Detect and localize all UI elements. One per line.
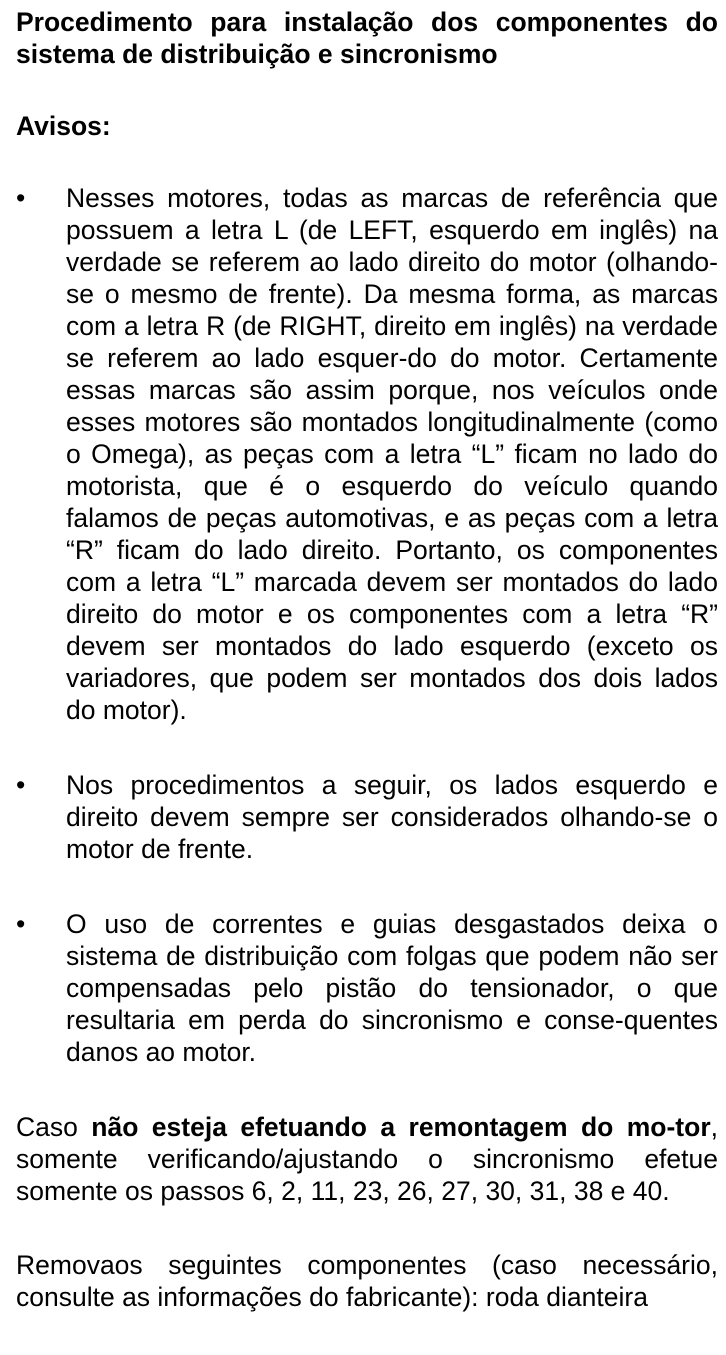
page-title: Procedimento para instalação dos componentes do sistema de distribuição e sincronismo [16, 7, 718, 69]
avisos-heading: Avisos: [16, 111, 111, 141]
warning-text: O uso de correntes e guias desgastados deixa o sistema de distribuição com folgas que podem não ser compensadas pelo pistão do tensionador, o que resultaria em perda do sincronismo e conse-quentes danos ao motor. [66, 909, 718, 1067]
warning-item-2 [16, 769, 718, 865]
bullet-icon: • [16, 183, 26, 213]
warning-item-1 [16, 182, 718, 726]
warning-text: Nesses motores, todas as marcas de referência que possuem a letra L (de LEFT, esquerdo em inglês) na verdade se referem ao lado direito do motor (olhando-se o mesmo de frente). Da mesma forma, as marcas com a letra R (de RIGHT, direito em inglês) na verdade se referem ao lado esquer-do do motor. Certamente essas marcas são assim porque, nos veículos onde esses motores são montados longitudinalmente (como o Omega), as peças com a letra “L” ficam no lado do motorista, que é o esquerdo do veículo quando falamos de peças automotivas, e as peças com a letra “R” ficam do lado direito. Portanto, os componentes com a letra “L” marcada devem ser montados do lado direito do motor e os componentes com a letra “R” devem ser montados do lado esquerdo (exceto os variadores, que podem ser montados dos dois lados do motor). [66, 183, 718, 725]
bullet-icon: • [16, 770, 26, 800]
paragraph-prefix: Caso [16, 1112, 92, 1142]
warnings-list [16, 182, 718, 1068]
remontagem-paragraph [16, 1111, 718, 1207]
remova-paragraph: Removaos seguintes componentes (caso necessário, consulte as informações do fabricante): roda dianteira [16, 1250, 718, 1312]
paragraph-bold-text: não esteja efetuando a remontagem do mo-tor [91, 1112, 711, 1142]
warning-text: Nos procedimentos a seguir, os lados esquerdo e direito devem sempre ser considerados olhando-se o motor de frente. [66, 770, 718, 864]
document-page [16, 0, 718, 1355]
paragraph-suffix: , somente verificando/ajustando o sincronismo efetue somente os passos 6, 2, 11, 23, 26, 27, 30, 31, 38 e 40. [16, 1112, 719, 1206]
warning-item-3 [16, 908, 718, 1068]
bullet-icon: • [16, 909, 26, 939]
